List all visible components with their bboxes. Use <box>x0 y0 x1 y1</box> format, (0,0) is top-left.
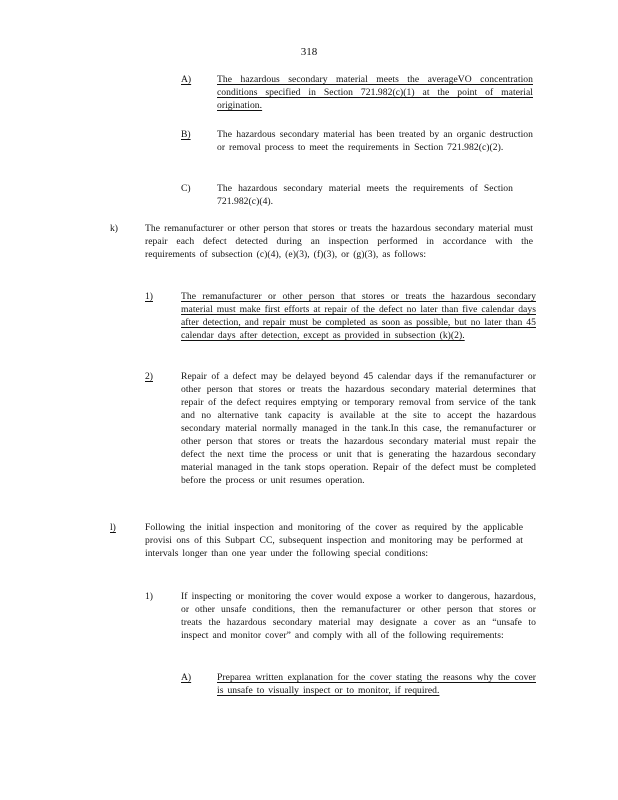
list-item-text: The remanufacturer or other person that stores or treats the hazardous secondary material must make first efforts at repair of the defect no later than five calendar days after detection, and repair must be completed as soon as possible, but no later than 45 calendar days after detection, except as provided in subsection (k)(2). <box>181 291 536 341</box>
list-marker: l) <box>110 522 116 533</box>
list-item-text: Preparea written explanation for the cover stating the reasons why the cover is unsafe to visually inspect or to monitor, if required. <box>217 672 536 696</box>
list-marker: A) <box>181 74 192 85</box>
list-item-text: Following the initial inspection and monitoring of the cover as required by the applicable provisi ons of this Subpart CC, subsequent inspection and monitoring may be performed at intervals longer than one year under the following special conditions: <box>145 522 523 559</box>
list-marker: A) <box>181 672 192 683</box>
list-item-text: Repair of a defect may be delayed beyond 45 calendar days if the remanufacturer or other person that stores or treats the hazardous secondary material determines that repair of the defect requires emptying or temporary removal from service of the tank and no alternative tank capacity is available at the site to accept the hazardous secondary material normally managed in the tank.In this case, the remanufacturer or other person that stores or treats the hazardous secondary material must repair the defect the next time the process or unit that is generating the hazardous secondary material managed in the tank stops operation. Repair of the defect must be completed before the process or unit resumes operation. <box>181 371 536 486</box>
list-item-text: The hazardous secondary material has been treated by an organic destruction or removal process to meet the requirements in Section 721.982(c)(2). <box>217 129 533 153</box>
list-marker: 2) <box>145 371 153 382</box>
list-marker: C) <box>181 183 191 194</box>
list-item-text: The remanufacturer or other person that stores or treats the hazardous secondary material must repair each defect detected during an inspection performed in accordance with the requirements of subsection (c)(4), (e)(3), (f)(3), or (g)(3), as follows: <box>145 223 533 260</box>
list-marker: 1) <box>145 291 153 302</box>
page-number: 318 <box>300 46 318 58</box>
list-item-text: The hazardous secondary material meets the requirements of Section 721.982(c)(4). <box>217 183 513 207</box>
list-item-text: The hazardous secondary material meets the averageVO concentration conditions specified in Section 721.982(c)(1) at the point of material origination. <box>217 74 533 111</box>
list-marker: k) <box>110 223 118 234</box>
list-marker: B) <box>181 129 191 140</box>
list-item-text: If inspecting or monitoring the cover would expose a worker to dangerous, hazardous, or other unsafe conditions, then the remanufacturer or other person that stores or treats the hazardous secondary material may designate a cover as an “unsafe to inspect and monitor cover” and comply with all of the following requirements: <box>181 591 536 641</box>
list-marker: 1) <box>145 591 153 602</box>
